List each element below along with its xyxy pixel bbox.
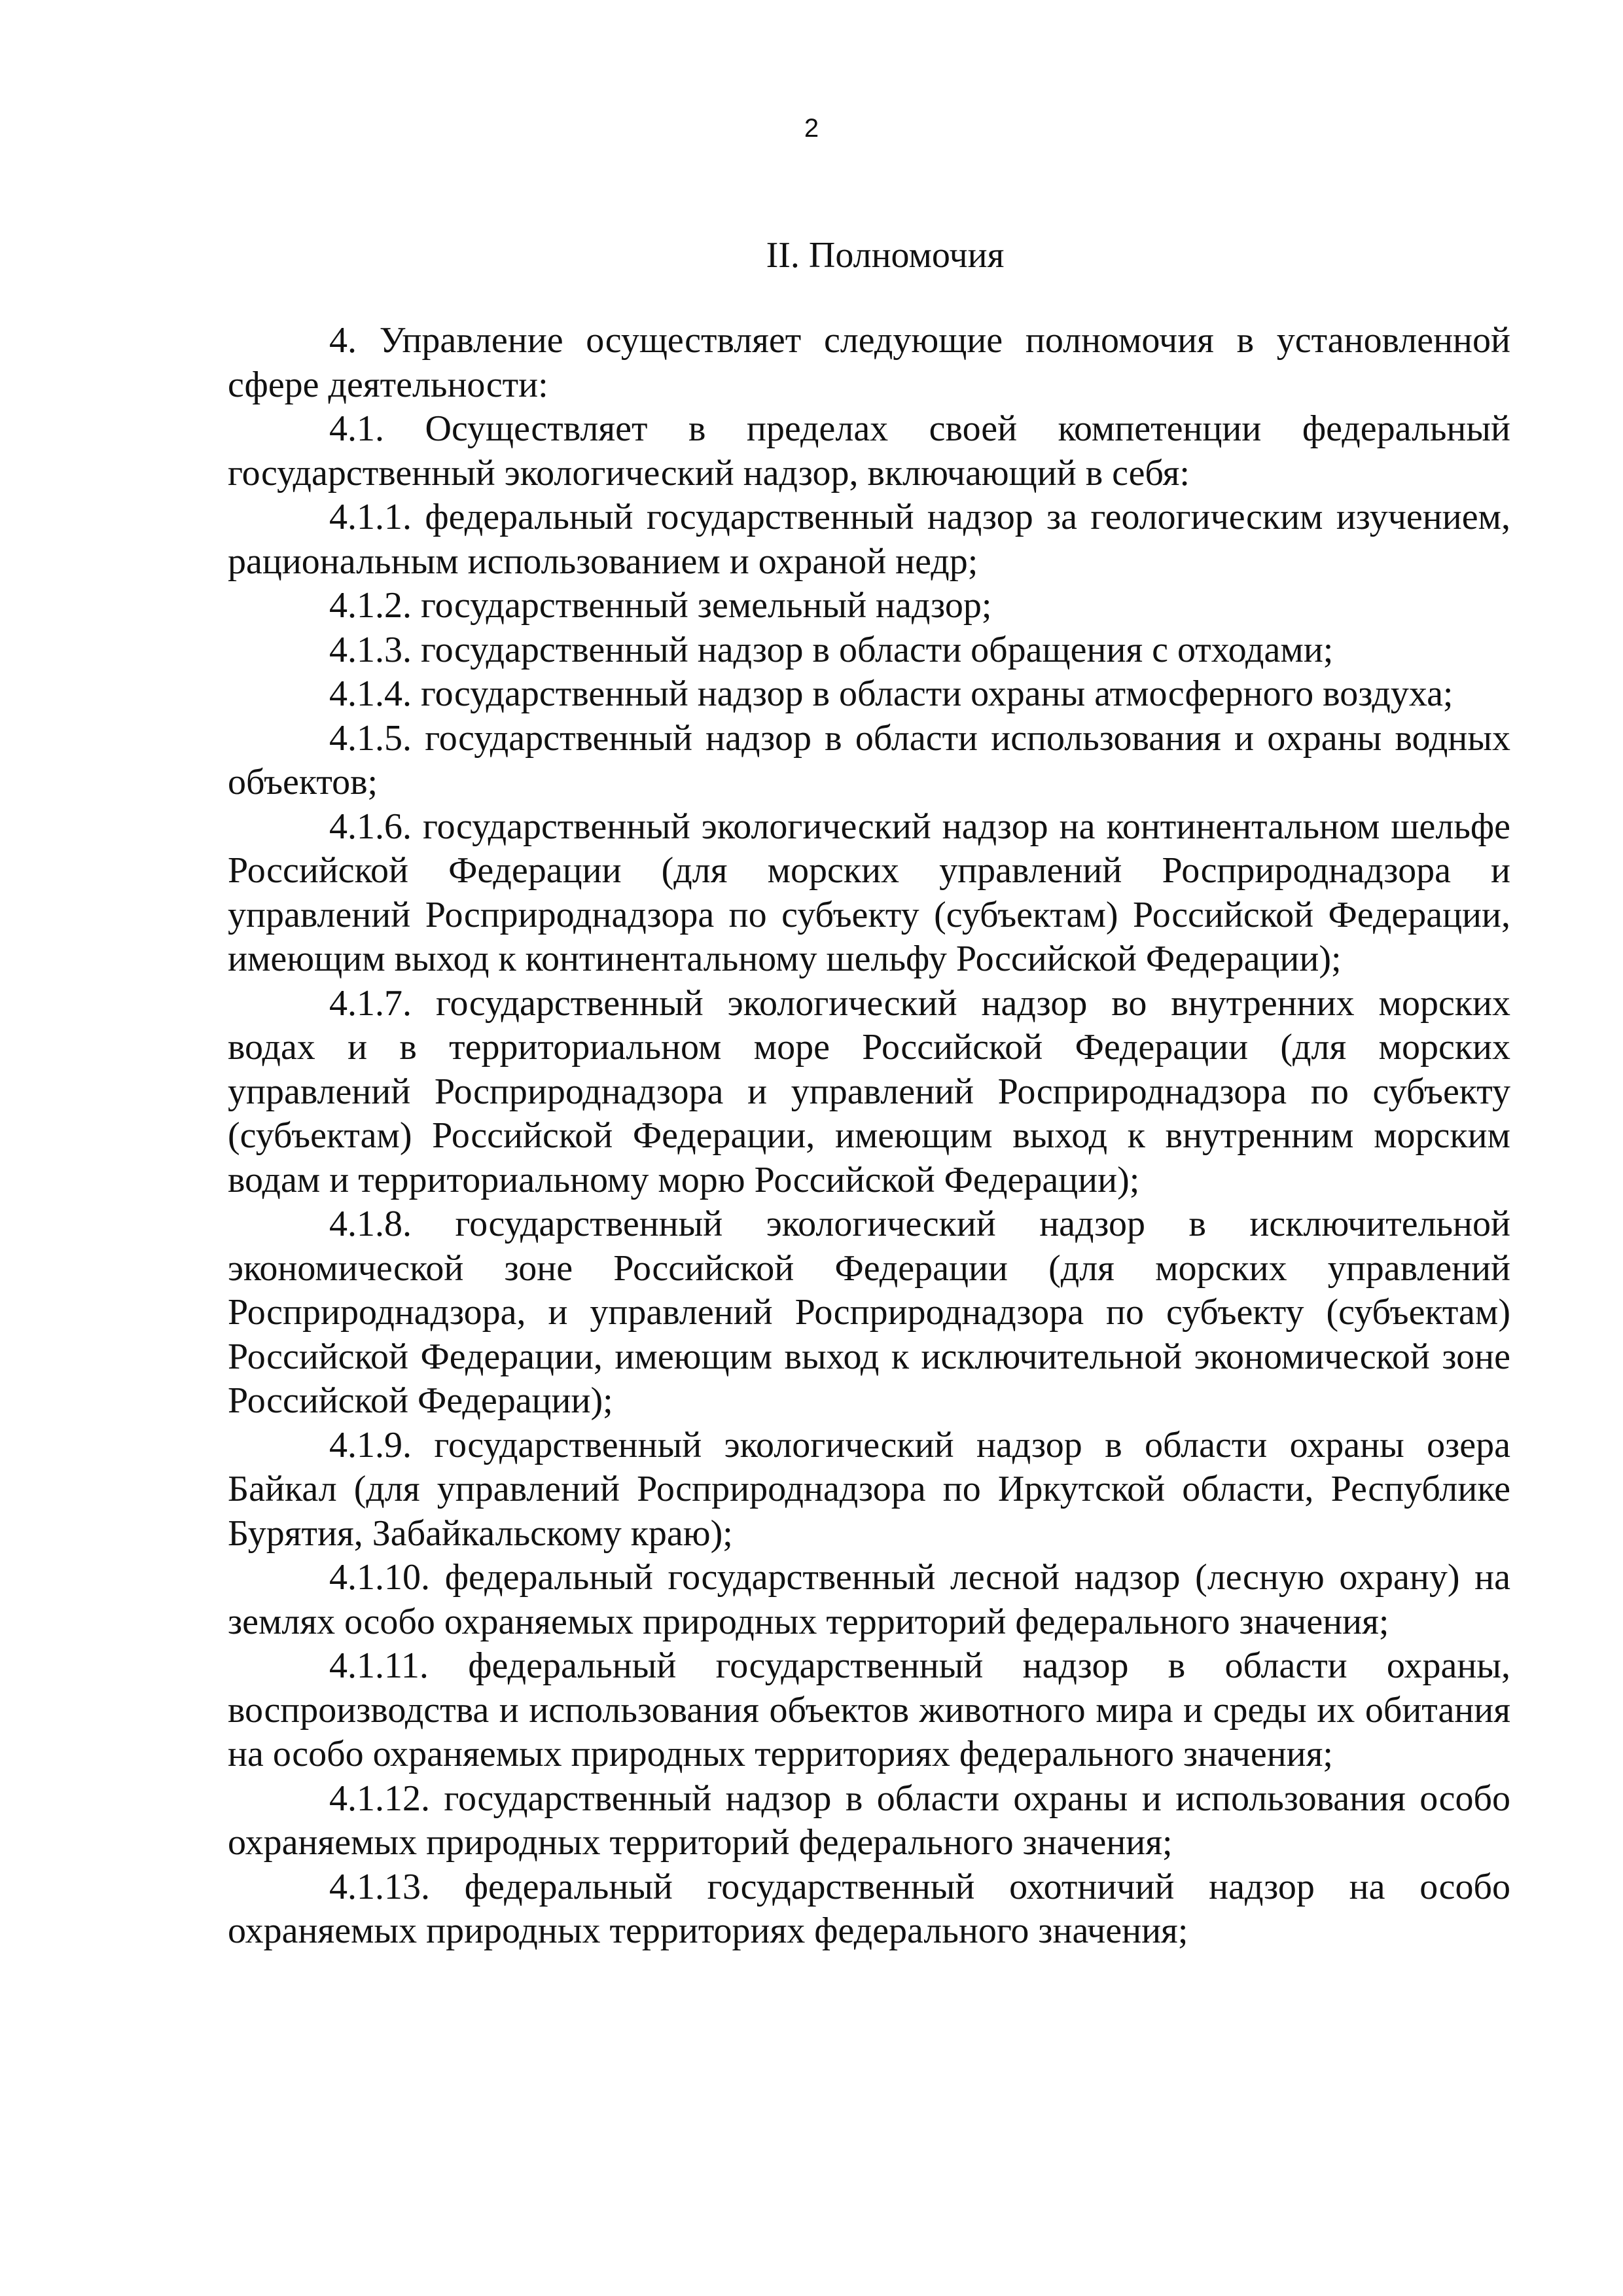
- paragraph-4-1-8: 4.1.8. государственный экологический надзор в исключительной экономической зоне Российской Федерации (для морских управлений Росприроднадзора, и управлений Росприроднадзора по субъекту (субъектам) Российской Федерации, имеющим выход к исключительной экономической зоне Российской Федерации);: [228, 1204, 1510, 1421]
- paragraph-4-1-11: 4.1.11. федеральный государственный надзор в области охраны, воспроизводства и использования объектов животного мира и среды их обитания на особо охраняемых природных территориях федерального значения;: [228, 1645, 1510, 1774]
- paragraph-4-1-1: 4.1.1. федеральный государственный надзор за геологическим изучением, рациональным использованием и охраной недр;: [228, 497, 1510, 582]
- paragraph-4-1-9: 4.1.9. государственный экологический надзор в области охраны озера Байкал (для управлений Росприроднадзора по Иркутской области, Республике Бурятия, Забайкальскому краю);: [228, 1424, 1510, 1554]
- paragraph-4-1-10: 4.1.10. федеральный государственный лесной надзор (лесную охрану) на землях особо охраняемых природных территорий федерального значения;: [228, 1557, 1510, 1642]
- paragraph-4-1-5: 4.1.5. государственный надзор в области использования и охраны водных объектов;: [228, 717, 1510, 802]
- paragraph-4-1-13: 4.1.13. федеральный государственный охотничий надзор на особо охраняемых природных территориях федерального значения;: [228, 1866, 1510, 1951]
- paragraph-4-1: 4.1. Осуществляет в пределах своей компетенции федеральный государственный экологический надзор, включающий в себя:: [228, 408, 1510, 493]
- document-body: [228, 319, 1510, 1954]
- page-number: 2: [804, 114, 819, 143]
- paragraph-4-1-4: 4.1.4. государственный надзор в области охраны атмосферного воздуха;: [329, 673, 1454, 714]
- paragraph-4: 4. Управление осуществляет следующие полномочия в установленной сфере деятельности:: [228, 320, 1510, 405]
- paragraph-4-1-2: 4.1.2. государственный земельный надзор;: [329, 585, 992, 626]
- paragraph-4-1-6: 4.1.6. государственный экологический надзор на континентальном шельфе Российской Федерации (для морских управлений Росприроднадзора и управлений Росприроднадзора по субъекту (субъектам) Российской Федерации, имеющим выход к континентальному шельфу Российской Федерации);: [228, 806, 1510, 979]
- section-title: II. Полномочия: [766, 235, 1005, 276]
- paragraph-4-1-12: 4.1.12. государственный надзор в области охраны и использования особо охраняемых природных территорий федерального значения;: [228, 1778, 1510, 1863]
- paragraph-4-1-7: 4.1.7. государственный экологический надзор во внутренних морских водах и в территориальном море Российской Федерации (для морских управлений Росприроднадзора и управлений Росприроднадзора по субъекту (субъектам) Российской Федерации, имеющим выход к внутренним морским водам и территориальному морю Российской Федерации);: [228, 982, 1510, 1200]
- paragraph-4-1-3: 4.1.3. государственный надзор в области обращения с отходами;: [329, 629, 1334, 670]
